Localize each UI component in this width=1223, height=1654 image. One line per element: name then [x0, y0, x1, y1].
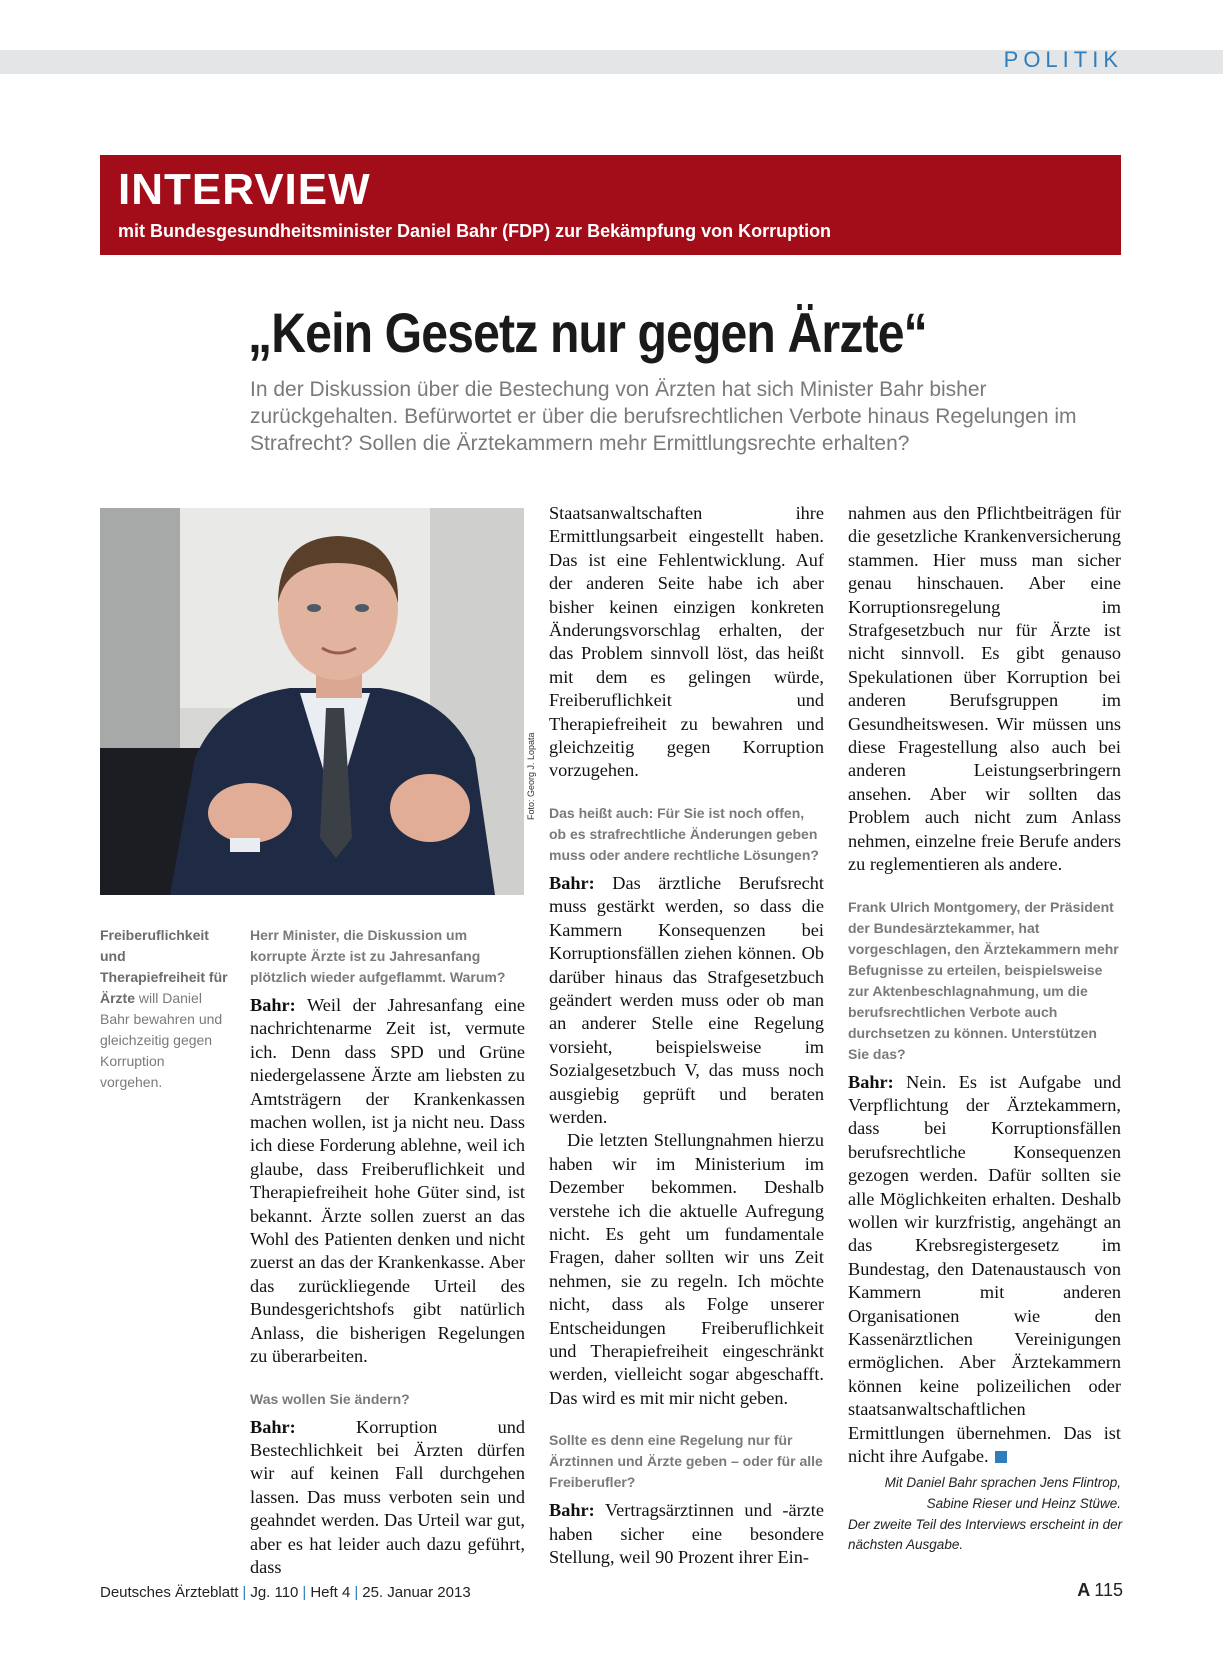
footer: Deutsches Ärzteblatt | Jg. 110 | Heft 4 | 25. Januar 2013	[100, 1584, 471, 1601]
headline: „Kein Gesetz nur gegen Ärzte“	[248, 301, 927, 364]
answer-3-paragraph-2: Die letzten Stellungnahmen hierzu haben wir im Ministerium im Dezember bekommen. Deshalb verstehe ich die aktuelle Aufregung nicht. Es geht um fundamentale Fragen, daher sollten wir uns Zeit nehmen, sie zu regeln. Ich möchte nicht, dass als Folge unserer Entscheidungen Freiberuflichkeit und Therapiefreiheit eingeschränkt werden, vielleicht sogar abgeschafft. Das wird es mit mir nicht geben.	[549, 1130, 824, 1408]
column-2	[549, 502, 824, 1569]
interview-banner	[100, 155, 1121, 255]
end-mark-icon	[995, 1451, 1007, 1463]
answer-2	[250, 1416, 525, 1580]
portrait-photo	[100, 508, 524, 895]
question-4: Sollte es denn eine Regelung nur für Ärztinnen und Ärzte geben – oder für alle Freiberufler?	[549, 1432, 823, 1491]
photo-caption	[100, 925, 230, 1093]
banner-title: INTERVIEW	[118, 165, 371, 214]
footer-issue: Heft 4	[310, 1584, 351, 1601]
footer-date: 25. Januar 2013	[362, 1584, 471, 1601]
credits-line-1: Mit Daniel Bahr sprachen Jens Flintrop,	[884, 1475, 1121, 1491]
answer-2-text: Korruption und Bestechlichkeit bei Ärzten dürfen wir auf keinen Fall durchgehen lassen. Das muss verboten sein und geahndet werden. Das Urteil war gut, aber es hat leider auch dazu geführt, dass	[250, 1416, 525, 1577]
answer-3-text: Das ärztliche Berufsrecht muss gestärkt werden, so dass die Kammern Konsequenzen bei Korruptionsfällen ziehen können. Ob darüber hinaus das Strafgesetzbuch geändert werden muss oder ob man an anderer Stelle eine Regelung vorsieht, beispielsweise im Sozialgesetzbuch V, das muss noch ausgiebig geprüft und beraten werden.	[549, 872, 824, 1127]
answer-4	[549, 1499, 824, 1569]
answer-2-continued: Staatsanwaltschaften ihre Ermittlungsarbeit eingestellt haben. Das ist eine Fehlentwicklung. Auf der anderen Seite habe ich aber bisher keinen einzigen konkreten Änderungsvorschlag erhalten, der das Problem sinnvoll löst, das heißt mit dem es gelingen würde, Freiberuflichkeit und Therapiefreiheit zu bewahren und gleichzeitig gegen Korruption vorzugehen.	[549, 503, 824, 781]
speaker-label: Bahr:	[250, 1416, 296, 1437]
speaker-label: Bahr:	[250, 995, 296, 1015]
credits-line-2: Sabine Rieser und Heinz Stüwe.	[926, 1496, 1121, 1512]
interview-credits	[848, 1472, 1121, 1514]
answer-3	[549, 872, 824, 1129]
column-1	[250, 925, 525, 1579]
footer-volume: Jg. 110	[250, 1584, 299, 1601]
speaker-label: Bahr:	[549, 1500, 595, 1521]
continuation-note: Der zweite Teil des Interviews erscheint in der nächsten Ausgabe.	[848, 1517, 1123, 1552]
answer-4-text: Vertragsärztinnen und -ärzte haben sicher eine besondere Stellung, weil 90 Prozent ihrer Ein-	[549, 1500, 824, 1568]
speaker-label: Bahr:	[549, 872, 595, 893]
answer-1	[250, 994, 525, 1369]
footer-journal: Deutsches Ärzteblatt	[100, 1584, 239, 1601]
answer-1-text: Weil der Jahresanfang eine nachrichtenarme Zeit ist, vermute ich. Denn dass SPD und Grüne niedergelassene Ärzte am liebsten zu Amtsträgern der Krankenkassen machen wollen, ist ja nicht neu. Dass ich diese Forderung ablehne, weil ich glaube, dass Freiberuflichkeit und Therapiefreiheit hohe Güter sind, ist bekannt. Ärzte sollen zuerst an das Wohl des Patienten denken und nicht zuerst an das der Krankenkasse. Aber das zurückliegende Urteil des Bundesgerichtshofs gibt natürlich Anlass, die bisherigen Regelungen zu überarbeiten.	[250, 995, 525, 1367]
question-2: Was wollen Sie ändern?	[250, 1390, 410, 1407]
caption-bold: Freiberuflichkeit und Therapiefreiheit für Ärzte	[100, 927, 228, 1006]
answer-4-continued: nahmen aus den Pflichtbeiträgen für die gesetzliche Krankenversicherung stammen. Hier muss man sicher genau hinschauen. Aber eine Korruptionsregelung im Strafgesetzbuch nur für Ärzte ist nicht sinnvoll. Es gibt genauso Spekulationen über Korruption bei anderen Berufsgruppen im Gesundheitswesen. Wir müssen uns diese Fragestellung also auch bei anderen Leistungserbringern ansehen. Aber wir sollten das Problem auch nicht zum Anlass nehmen, einzelne freie Berufe anders zu reglementieren als andere.	[848, 503, 1121, 875]
section-label: POLITIK	[1003, 47, 1123, 72]
question-3: Das heißt auch: Für Sie ist noch offen, ob es strafrechtliche Änderungen geben muss oder andere rechtliche Lösungen?	[549, 804, 819, 863]
answer-5	[848, 1071, 1121, 1469]
page-prefix: A	[1077, 1580, 1091, 1600]
caption-text: will Daniel Bahr bewahren und gleichzeitig gegen Korruption vorgehen.	[100, 990, 223, 1090]
page-number	[1077, 1580, 1123, 1601]
lead-paragraph: In der Diskussion über die Bestechung von Ärzten hat sich Minister Bahr bisher zurückgehalten. Befürwortet er über die berufsrechtlichen Verbote hinaus Regelungen im Strafrecht? Sollen die Ärztekammern mehr Ermittlungsrechte erhalten?	[250, 378, 1077, 455]
portrait-photo-image	[100, 508, 524, 895]
question-5: Frank Ulrich Montgomery, der Präsident der Bundesärztekammer, hat vorgeschlagen, den Ärztekammern mehr Befugnisse zu erteilen, beispielsweise zur Aktenbeschlagnahmung, um die berufsrechtlichen Verbote auch durchsetzen zu können. Unterstützen Sie das?	[848, 898, 1119, 1062]
column-3	[848, 502, 1121, 1514]
photo-credit: Foto: Georg J. Lopata	[526, 732, 536, 820]
question-1: Herr Minister, die Diskussion um korrupte Ärzte ist zu Jahresanfang plötzlich wieder aufgeflammt. Warum?	[250, 927, 506, 985]
answer-5-text: Nein. Es ist Aufgabe und Verpflichtung der Ärztekammern, dass bei Korruptionsfällen berufsrechtliche Konsequenzen gezogen werden. Dafür sollten sie alle Möglichkeiten erhalten. Deshalb wollen wir kurzfristig, angehängt an das Krebsregistergesetz im Bundestag, den Datenaustausch von Kammern mit anderen Organisationen wie den Kassenärztlichen Vereinigungen ermöglichen. Aber Ärztekammern können keine polizeilichen oder staatsanwaltschaftlichen Ermittlungen übernehmen. Das ist nicht ihre Aufgabe.	[848, 1071, 1122, 1466]
speaker-label: Bahr:	[848, 1071, 894, 1092]
banner-subtitle: mit Bundesgesundheitsminister Daniel Bahr (FDP) zur Bekämpfung von Korruption	[118, 221, 832, 241]
page-value: 115	[1094, 1580, 1123, 1600]
